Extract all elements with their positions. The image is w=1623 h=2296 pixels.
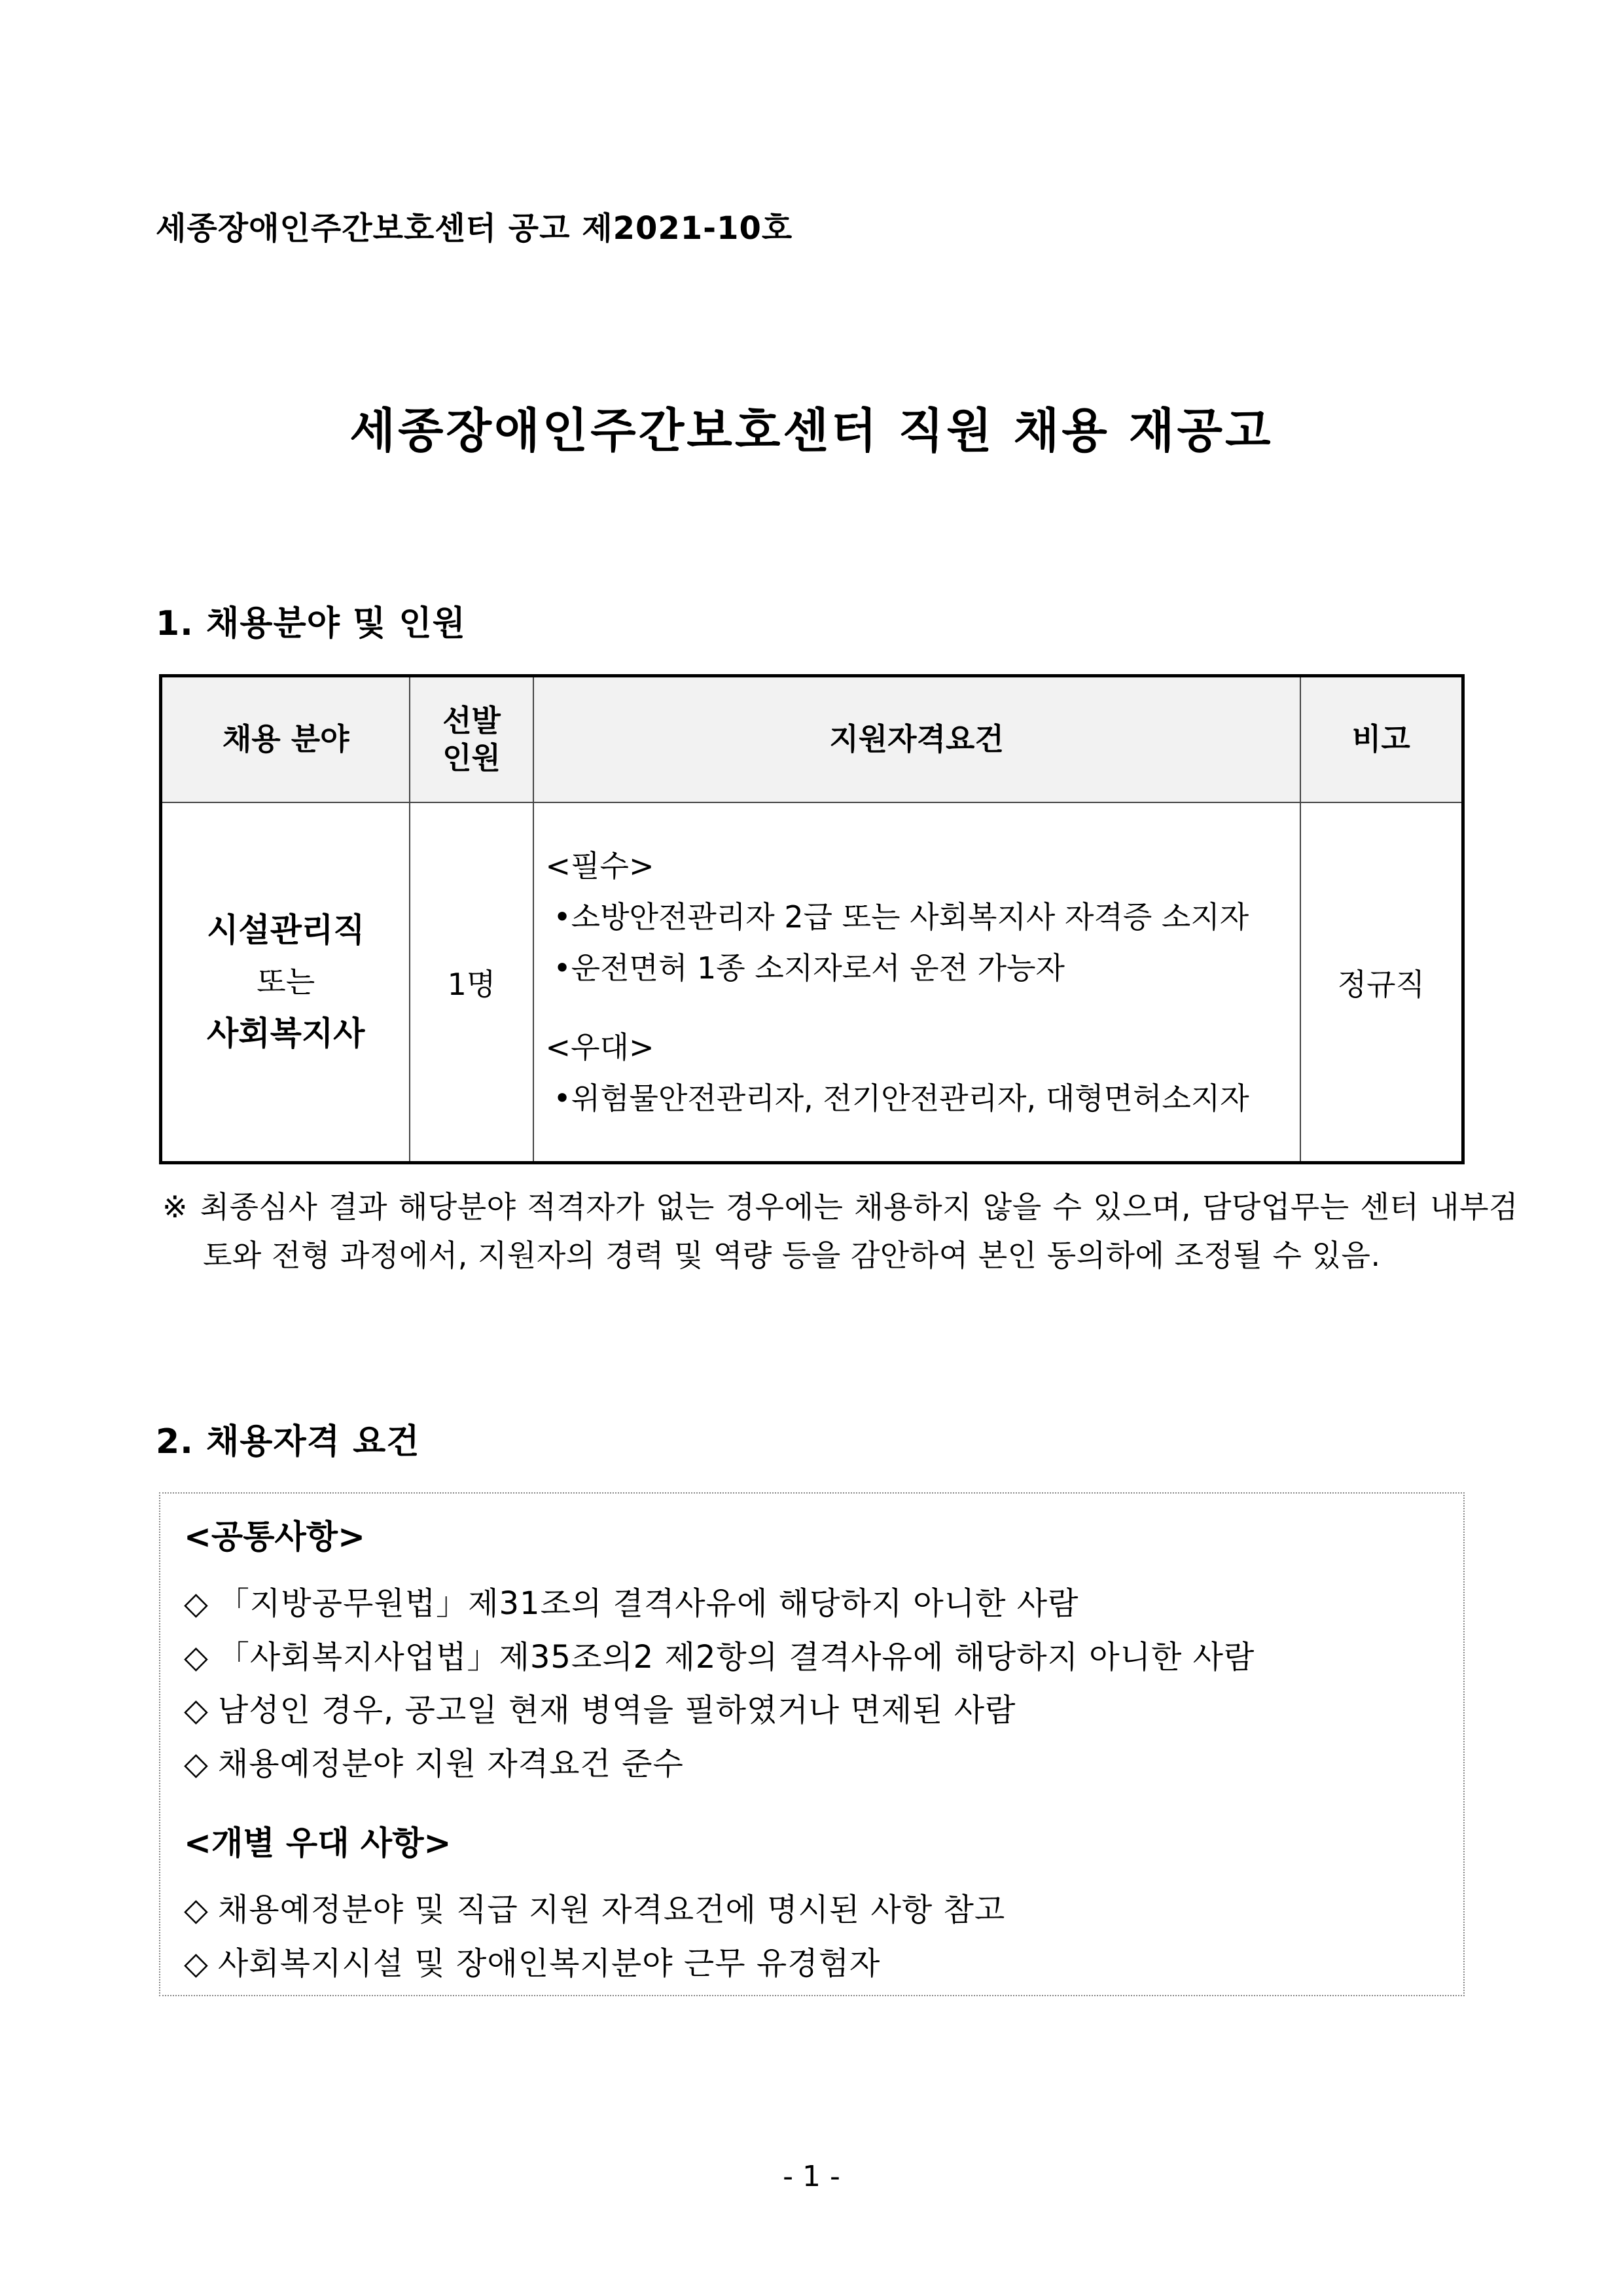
cell-requirements xyxy=(533,802,1300,1163)
list-item: ◇ 「지방공무원법」제31조의 결격사유에 해당하지 아니한 사람 xyxy=(184,1585,1079,1622)
preferred-list xyxy=(184,1884,1440,1990)
header-note: 비고 xyxy=(1300,676,1463,803)
diamond-bullet-icon: ◇ xyxy=(184,1585,209,1622)
header-count-line2: 인원 xyxy=(442,740,501,776)
section-heading-recruitment-field: 1. 채용분야 및 인원 xyxy=(156,604,466,643)
list-item: ◇ 사회복지시설 및 장애인복지분야 근무 유경험자 xyxy=(184,1945,881,1982)
common-list xyxy=(184,1577,1440,1791)
cell-field xyxy=(161,802,410,1163)
preferred-item: •위험물안전관리자, 전기안전관리자, 대형면허소지자 xyxy=(553,1080,1249,1116)
table-row xyxy=(161,802,1463,1163)
notice-number: 세종장애인주간보호센터 공고 제2021-10호 xyxy=(156,210,793,247)
diamond-bullet-icon: ◇ xyxy=(184,1892,209,1929)
list-item: ◇ 채용예정분야 및 직급 지원 자격요건에 명시된 사항 참고 xyxy=(184,1892,1006,1929)
field-line3: 사회복지사 xyxy=(206,1014,365,1053)
page-number: - 1 - xyxy=(783,2160,840,2193)
header-field: 채용 분야 xyxy=(161,676,410,803)
common-heading: <공통사항> xyxy=(184,1518,365,1556)
diamond-bullet-icon: ◇ xyxy=(184,1692,209,1729)
table-header-row xyxy=(161,676,1463,803)
recruitment-table xyxy=(159,674,1465,1164)
section-heading-qualifications: 2. 채용자격 요건 xyxy=(156,1422,420,1462)
field-line2: 또는 xyxy=(257,963,315,999)
field-line1: 시설관리직 xyxy=(206,911,365,950)
list-item: ◇ 남성인 경우, 공고일 현재 병역을 필하였거나 면제된 사람 xyxy=(184,1692,1016,1729)
diamond-bullet-icon: ◇ xyxy=(184,1745,209,1782)
preferred-label: <우대> xyxy=(545,1029,654,1065)
page-title: 세종장애인주간보호센터 직원 채용 재공고 xyxy=(349,403,1274,458)
header-count xyxy=(410,676,533,803)
required-item: •소방안전관리자 2급 또는 사회복지사 자격증 소지자 xyxy=(553,899,1249,935)
cell-count: 1명 xyxy=(410,802,533,1163)
preferred-heading: <개별 우대 사항> xyxy=(184,1824,452,1863)
footnote: ※ 최종심사 결과 해당분야 적격자가 없는 경우에는 채용하지 않을 수 있으며, 담당업무는 센터 내부검토와 전형 과정에서, 지원자의 경력 및 역량 등을 감안하여 본인 동의하에 조정될 수 있음. xyxy=(162,1189,1518,1273)
qualifications-box xyxy=(159,1492,1465,1996)
diamond-bullet-icon: ◇ xyxy=(184,1945,209,1982)
cell-note: 정규직 xyxy=(1300,802,1463,1163)
header-count-line1: 선발 xyxy=(442,702,501,738)
diamond-bullet-icon: ◇ xyxy=(184,1638,209,1676)
list-item: ◇ 채용예정분야 지원 자격요건 준수 xyxy=(184,1745,684,1782)
header-requirements: 지원자격요건 xyxy=(533,676,1300,803)
required-item: •운전면허 1종 소지자로서 운전 가능자 xyxy=(553,950,1065,986)
list-item: ◇ 「사회복지사업법」제35조의2 제2항의 결격사유에 해당하지 아니한 사람 xyxy=(184,1638,1255,1676)
required-label: <필수> xyxy=(545,848,654,884)
